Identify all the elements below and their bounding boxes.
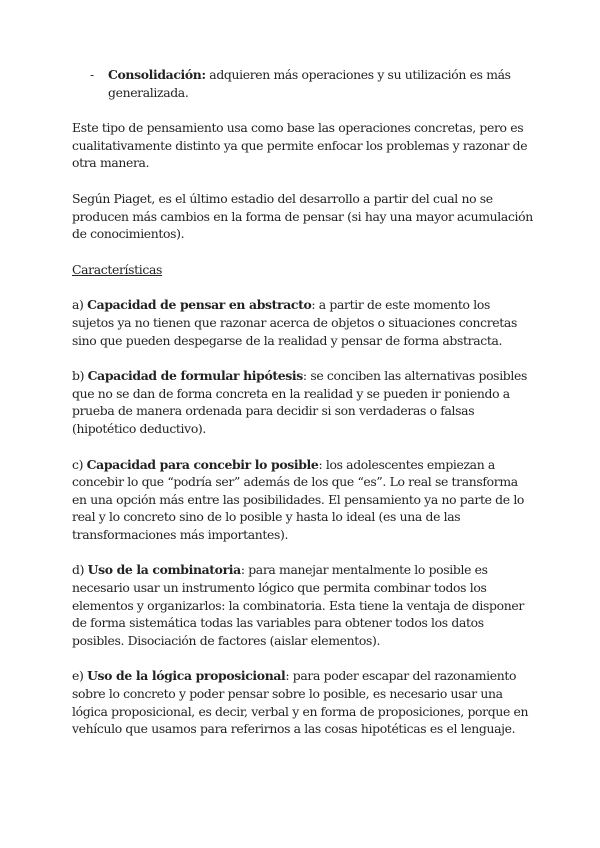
bullet-content [108,66,534,101]
characteristic-item [72,456,534,544]
characteristic-term: Uso de la lógica proposicional [87,668,286,684]
paragraph-pensamiento: Este tipo de pensamiento usa como base las operaciones concretas, pero es cualitativamente distinto ya que permite enfocar los problemas y razonar de otra manera. [72,120,528,171]
characteristic-item [72,561,534,649]
characteristic-prefix: e) [72,668,88,684]
characteristic-item [72,296,534,349]
characteristic-prefix: c) [72,456,87,472]
characteristic-term: Uso de la combinatoria [87,562,241,578]
bullet-text: adquieren más operaciones y su utilización es más generalizada. [108,67,511,100]
bullet-dash: - [90,67,94,82]
paragraph-piaget: Según Piaget, es el último estadio del desarrollo a partir del cual no se producen más cambios en la forma de pensar (si hay una mayor acumulación de conocimientos). [72,190,533,242]
characteristic-text: : para manejar mentalmente lo posible es necesario usar un instrumento lógico que permita combinar todos los elementos y organizarlos: la combinatoria. Esta tiene la ventaja de disponer de forma sistemática todas las variables para obtener todos los datos posibles. Disociación de factores (aislar elementos). [72,562,524,648]
characteristic-term: Capacidad de formular hipótesis [87,368,303,384]
characteristic-term: Capacidad de pensar en abstracto [87,297,312,313]
characteristic-term: Capacidad para concebir lo posible [86,456,319,472]
characteristic-text: : para poder escapar del razonamiento sobre lo concreto y poder pensar sobre lo posible, es necesario usar una lógica proposicional, es decir, verbal y en forma de proposiciones, porque en vehículo que usamos para referirnos a las cosas hipotéticas es el lenguaje. [72,668,529,737]
characteristic-item [72,667,534,737]
characteristic-text: : se conciben las alternativas posibles que no se dan de forma concreta en la realidad y se pueden ir poniendo a prueba de manera ordenada para decidir si son verdaderas o falsas (hipotético deductivo). [72,368,527,436]
characteristic-prefix: a) [72,297,88,313]
characteristic-item [72,367,534,437]
section-heading-caracteristicas: Características [72,261,163,277]
characteristic-text: : a partir de este momento los sujetos ya no tienen que razonar acerca de objetos o situaciones concretas sino que pueden despegarse de la realidad y pensar de forma abstracta. [72,297,517,348]
document-page [72,66,534,738]
bullet-consolidacion [90,66,534,101]
characteristic-prefix: b) [72,368,88,384]
bullet-term: Consolidación: [108,67,206,82]
characteristic-prefix: d) [72,562,88,578]
characteristic-text: : los adolescentes empiezan a concebir lo que “podría ser” además de los que “es”. Lo real se transforma en una opción más entre las posibilidades. El pensamiento ya no parte de lo real y lo concreto sino de lo posible y hasta lo ideal (es una de las transformaciones más importantes). [72,456,525,542]
